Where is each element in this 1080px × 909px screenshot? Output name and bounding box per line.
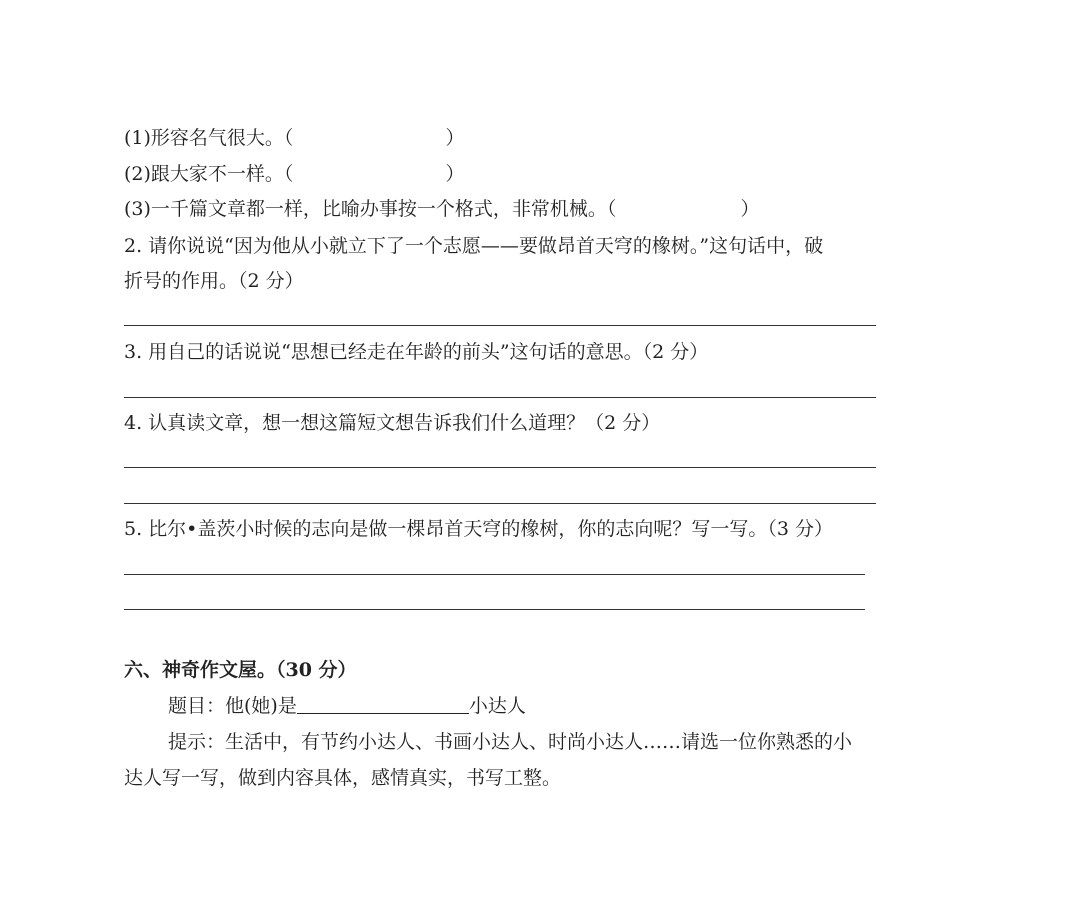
q1-item-1	[124, 125, 465, 151]
section-6-heading	[124, 657, 357, 683]
composition-title-blank[interactable]	[297, 695, 469, 714]
question-4-text: 4. 认真读文章，想一想这篇短文想告诉我们什么道理？（2 分）	[124, 412, 661, 434]
question-2-line-2	[124, 268, 304, 294]
q1-item-2	[124, 161, 465, 187]
answer-line[interactable]	[124, 397, 876, 398]
composition-hint-text-1: 提示：生活中，有节约小达人、书画小达人、时尚小达人……请选一位你熟悉的小	[168, 731, 853, 753]
q1-item-2-close: ）	[445, 163, 465, 185]
q1-item-3-close: ）	[740, 198, 760, 220]
question-4	[124, 410, 660, 436]
question-5	[124, 516, 833, 542]
question-2-line-1	[124, 233, 823, 259]
composition-title-prefix: 题目：他(她)是	[168, 695, 297, 717]
composition-title-suffix: 小达人	[468, 695, 526, 717]
answer-line[interactable]	[124, 574, 865, 575]
question-2-text-2: 折号的作用。（2 分）	[124, 270, 304, 292]
question-3	[124, 339, 708, 365]
composition-title	[168, 693, 526, 719]
question-5-text: 5. 比尔•盖茨小时候的志向是做一棵昂首天穹的橡树，你的志向呢？写一写。（3 分）	[124, 518, 834, 540]
answer-line[interactable]	[124, 503, 876, 504]
q1-item-3	[124, 196, 760, 222]
section-6-heading-text: 六、神奇作文屋。（30 分）	[124, 659, 357, 681]
composition-hint-text-2: 达人写一写，做到内容具体，感情真实，书写工整。	[124, 767, 562, 789]
q1-item-3-text: (3)一千篇文章都一样，比喻办事按一个格式，非常机械。（	[124, 198, 617, 220]
q1-item-2-text: (2)跟大家不一样。（	[124, 163, 294, 185]
q1-item-1-close: ）	[445, 127, 465, 149]
composition-hint-line-2	[124, 765, 561, 791]
answer-line[interactable]	[124, 609, 865, 610]
answer-line[interactable]	[124, 325, 876, 326]
composition-hint-line-1	[168, 729, 852, 755]
question-3-text: 3. 用自己的话说说“思想已经走在年龄的前头”这句话的意思。（2 分）	[124, 341, 709, 363]
question-2-text-1: 2. 请你说说“因为他从小就立下了一个志愿——要做昂首天穹的橡树。”这句话中，破	[124, 235, 824, 257]
q1-item-1-text: (1)形容名气很大。（	[124, 127, 294, 149]
answer-line[interactable]	[124, 467, 876, 468]
